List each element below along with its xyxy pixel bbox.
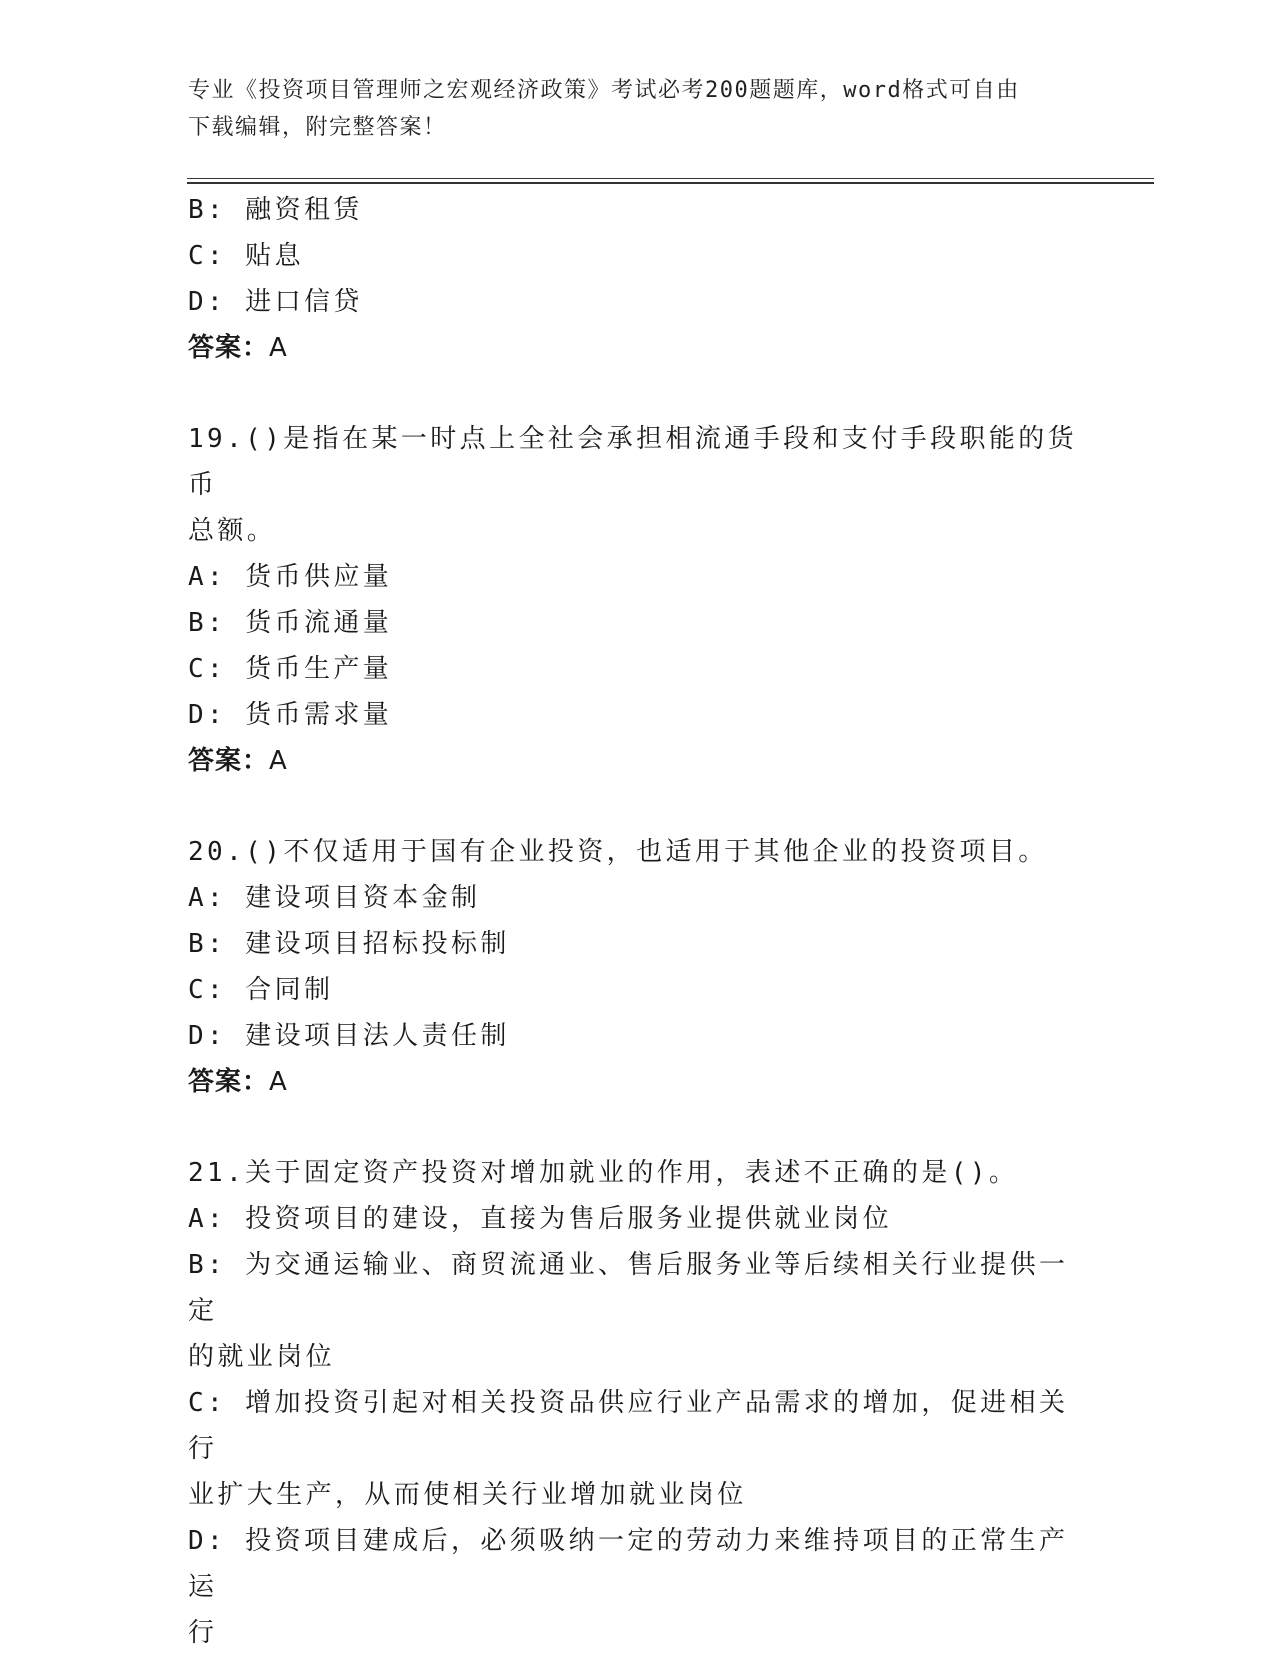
option-label: C: <box>188 654 227 684</box>
option-line-1 <box>188 1380 1078 1472</box>
header-divider-thin <box>187 178 1154 179</box>
option-label: D: <box>188 1526 227 1556</box>
question-block-20 <box>188 829 1078 1105</box>
option-line-2: 的就业岗位 <box>188 1342 336 1372</box>
option-b <box>188 1242 1078 1380</box>
question-stem <box>188 1150 1078 1196</box>
option-line-1 <box>188 1242 1078 1334</box>
question-block-21 <box>188 1150 1078 1656</box>
option-text: 货币需求量 <box>245 700 393 730</box>
question-list <box>188 187 1078 1656</box>
option-text: 为交通运输业、商贸流通业、售后服务业等后续相关行业提供一定 <box>188 1250 1069 1326</box>
option-text: 建设项目招标投标制 <box>245 929 510 959</box>
option-c <box>188 1380 1078 1518</box>
option-label: A: <box>188 562 227 592</box>
option-text: 合同制 <box>245 975 334 1005</box>
option-label: B: <box>188 1250 227 1280</box>
option-label: D: <box>188 1021 227 1051</box>
option-label: A: <box>188 883 227 913</box>
question-stem-line-1: 20.()不仅适用于国有企业投资，也适用于其他企业的投资项目。 <box>188 837 1048 867</box>
option-d <box>188 279 1078 325</box>
option-label: B: <box>188 195 227 225</box>
option-label: C: <box>188 975 227 1005</box>
option-text: 货币流通量 <box>245 608 393 638</box>
option-line-2: 行 <box>188 1618 218 1648</box>
spacer <box>188 1105 1078 1150</box>
option-label: A: <box>188 1204 227 1234</box>
option-b <box>188 921 1078 967</box>
option-b <box>188 187 1078 233</box>
option-text: 投资项目的建设，直接为售后服务业提供就业岗位 <box>245 1204 892 1234</box>
option-text: 建设项目资本金制 <box>245 883 481 913</box>
answer-line <box>188 1059 1078 1105</box>
option-c <box>188 967 1078 1013</box>
answer-label: 答案： <box>188 333 270 363</box>
header-divider-thick <box>187 182 1154 184</box>
option-a <box>188 1196 1078 1242</box>
question-stem <box>188 829 1078 875</box>
option-a <box>188 554 1078 600</box>
option-text: 进口信贷 <box>245 287 363 317</box>
question-stem-line-1: 21.关于固定资产投资对增加就业的作用，表述不正确的是()。 <box>188 1158 1019 1188</box>
option-text: 货币供应量 <box>245 562 393 592</box>
option-c <box>188 233 1078 279</box>
option-label: D: <box>188 700 227 730</box>
option-d <box>188 1518 1078 1656</box>
option-label: D: <box>188 287 227 317</box>
header-line-1: 专业《投资项目管理师之宏观经济政策》考试必考200题题库，word格式可自由 <box>188 78 1020 103</box>
question-stem-line-1: 19.()是指在某一时点上全社会承担相流通手段和支付手段职能的货币 <box>188 424 1078 500</box>
question-block-18 <box>188 187 1078 371</box>
option-label: C: <box>188 241 227 271</box>
option-text: 投资项目建成后，必须吸纳一定的劳动力来维持项目的正常生产运 <box>188 1526 1069 1602</box>
option-text: 货币生产量 <box>245 654 393 684</box>
question-stem <box>188 416 1078 554</box>
option-label: C: <box>188 1388 227 1418</box>
answer-label: 答案： <box>188 1067 270 1097</box>
answer-value: A <box>269 333 288 363</box>
header-line-2: 下载编辑，附完整答案！ <box>188 115 447 140</box>
option-c <box>188 646 1078 692</box>
answer-value: A <box>269 746 288 776</box>
option-line-1 <box>188 1518 1078 1610</box>
spacer <box>188 371 1078 416</box>
answer-label: 答案： <box>188 746 270 776</box>
option-text: 贴息 <box>245 241 304 271</box>
option-line-2: 业扩大生产，从而使相关行业增加就业岗位 <box>188 1480 747 1510</box>
option-b <box>188 600 1078 646</box>
document-header <box>188 72 1068 146</box>
option-text: 增加投资引起对相关投资品供应行业产品需求的增加，促进相关行 <box>188 1388 1069 1464</box>
option-d <box>188 1013 1078 1059</box>
question-block-19 <box>188 416 1078 784</box>
option-label: B: <box>188 608 227 638</box>
option-text: 融资租赁 <box>245 195 363 225</box>
answer-line <box>188 325 1078 371</box>
answer-line <box>188 738 1078 784</box>
option-text: 建设项目法人责任制 <box>245 1021 510 1051</box>
option-label: B: <box>188 929 227 959</box>
answer-value: A <box>269 1067 288 1097</box>
question-stem-line-2: 总额。 <box>188 516 277 546</box>
option-a <box>188 875 1078 921</box>
option-d <box>188 692 1078 738</box>
spacer <box>188 784 1078 829</box>
